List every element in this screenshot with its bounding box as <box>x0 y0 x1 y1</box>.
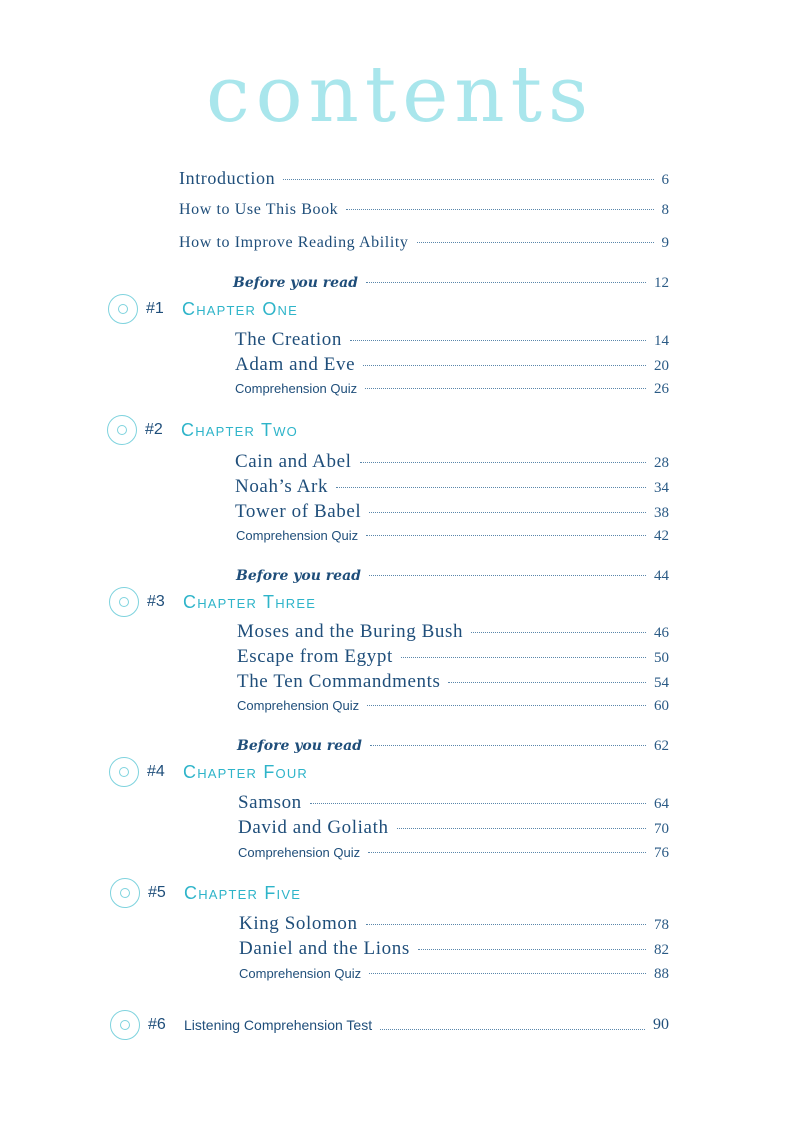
entry-page: 28 <box>654 455 669 471</box>
dot-leader <box>367 705 646 706</box>
toc-entry-introduction[interactable] <box>179 168 669 189</box>
entry-page: 78 <box>654 917 669 933</box>
dot-leader <box>369 512 646 513</box>
dot-leader <box>418 949 646 950</box>
entry-label: Comprehension Quiz <box>237 698 360 713</box>
dot-leader <box>365 388 646 389</box>
entry-label: How to Use This Book <box>179 201 339 218</box>
chapter-heading-2[interactable] <box>107 415 298 445</box>
entry-label: Samson <box>238 792 302 813</box>
entry-page: 44 <box>654 568 669 584</box>
entry-page: 76 <box>654 845 669 861</box>
dot-leader <box>448 682 646 683</box>
dot-leader <box>369 973 646 974</box>
dot-leader <box>360 462 646 463</box>
entry-page: 38 <box>654 505 669 521</box>
entry-label: Before you read <box>237 738 362 754</box>
entry-label: The Ten Commandments <box>237 671 441 692</box>
toc-entry[interactable] <box>237 621 669 643</box>
page-title: contents <box>206 50 594 140</box>
dot-leader <box>368 852 646 853</box>
entry-label: The Creation <box>235 329 342 350</box>
entry-page: 6 <box>661 172 669 188</box>
dot-leader <box>350 340 646 341</box>
toc-entry[interactable] <box>238 845 669 862</box>
toc-entry[interactable] <box>235 451 669 473</box>
chapter-number: #4 <box>147 763 165 780</box>
entry-page: 12 <box>654 275 669 291</box>
chapter-number: #5 <box>148 884 166 901</box>
chapter-number: #2 <box>145 421 163 438</box>
dot-leader <box>471 632 646 633</box>
audio-disc-icon[interactable] <box>110 878 140 908</box>
entry-label: Tower of Babel <box>235 501 362 522</box>
entry-page: 60 <box>654 698 669 714</box>
entry-page: 90 <box>653 1016 669 1033</box>
audio-disc-icon[interactable] <box>107 415 137 445</box>
entry-label: Moses and the Buring Bush <box>237 621 464 642</box>
chapter-heading-5[interactable] <box>110 878 301 908</box>
chapter-title: Chapter Five <box>184 882 302 903</box>
toc-entry-before-you-read[interactable] <box>236 568 669 585</box>
chapter-title: Chapter Two <box>181 419 298 440</box>
dot-leader <box>336 487 646 488</box>
entry-page: 54 <box>654 675 669 691</box>
toc-entry[interactable] <box>237 698 669 715</box>
entry-page: 88 <box>654 966 669 982</box>
toc-entry[interactable] <box>237 646 669 668</box>
entry-page: 14 <box>654 333 669 349</box>
entry-page: 62 <box>654 738 669 754</box>
chapter-number: #3 <box>147 593 165 610</box>
dot-leader <box>417 242 654 243</box>
entry-page: 26 <box>654 381 669 397</box>
entry-page: 70 <box>654 821 669 837</box>
entry-page: 34 <box>654 480 669 496</box>
entry-label: Before you read <box>236 568 361 584</box>
dot-leader <box>363 365 646 366</box>
toc-entry[interactable] <box>237 671 669 693</box>
toc-entry[interactable] <box>239 913 669 935</box>
entry-page: 20 <box>654 358 669 374</box>
entry-page: 42 <box>654 528 669 544</box>
entry-page: 9 <box>661 235 669 251</box>
entry-page: 8 <box>661 202 669 218</box>
toc-entry[interactable] <box>235 476 669 498</box>
toc-entry[interactable] <box>239 938 669 960</box>
dot-leader <box>310 803 646 804</box>
audio-disc-icon[interactable] <box>109 587 139 617</box>
toc-entry-improve-reading[interactable] <box>179 234 669 252</box>
toc-entry[interactable] <box>236 528 669 545</box>
listening-test-entry[interactable] <box>110 1010 669 1040</box>
entry-label: Comprehension Quiz <box>235 381 358 396</box>
entry-label: Adam and Eve <box>235 354 356 375</box>
dot-leader <box>397 828 646 829</box>
entry-label: Daniel and the Lions <box>239 938 410 959</box>
audio-disc-icon[interactable] <box>109 757 139 787</box>
toc-entry-how-to-use[interactable] <box>179 201 669 219</box>
entry-label: David and Goliath <box>238 817 389 838</box>
entry-label: How to Improve Reading Ability <box>179 234 409 251</box>
chapter-heading-3[interactable] <box>109 587 316 617</box>
dot-leader <box>369 575 646 576</box>
dot-leader <box>366 535 646 536</box>
toc-entry[interactable] <box>235 329 669 351</box>
chapter-heading-1[interactable] <box>108 294 298 324</box>
entry-label: Noah’s Ark <box>235 476 329 497</box>
toc-entry[interactable] <box>239 966 669 983</box>
dot-leader <box>366 282 646 283</box>
entry-page: 46 <box>654 625 669 641</box>
toc-entry[interactable] <box>235 501 669 523</box>
toc-entry-before-you-read[interactable] <box>233 275 669 292</box>
chapter-number: #1 <box>146 300 164 317</box>
dot-leader <box>283 179 653 180</box>
audio-disc-icon[interactable] <box>110 1010 140 1040</box>
dot-leader <box>346 209 653 210</box>
dot-leader <box>370 745 646 746</box>
toc-entry[interactable] <box>235 354 669 376</box>
entry-label: Comprehension Quiz <box>239 966 362 981</box>
entry-label: Comprehension Quiz <box>238 845 361 860</box>
entry-label: Cain and Abel <box>235 451 352 472</box>
chapter-title: Chapter Three <box>183 591 317 612</box>
dot-leader <box>401 657 646 658</box>
dot-leader <box>380 1029 645 1030</box>
dot-leader <box>366 924 646 925</box>
chapter-title: Chapter Four <box>183 761 309 782</box>
chapter-title: Chapter One <box>182 298 298 319</box>
entry-label: Listening Comprehension Test <box>184 1017 373 1033</box>
chapter-heading-4[interactable] <box>109 757 308 787</box>
toc-entry[interactable] <box>238 817 669 839</box>
entry-label: King Solomon <box>239 913 358 934</box>
entry-label: Escape from Egypt <box>237 646 393 667</box>
entry-page: 50 <box>654 650 669 666</box>
entry-label: Comprehension Quiz <box>236 528 359 543</box>
entry-label: Before you read <box>233 275 358 291</box>
toc-entry[interactable] <box>235 381 669 398</box>
toc-entry[interactable] <box>238 792 669 814</box>
audio-disc-icon[interactable] <box>108 294 138 324</box>
toc-entry-before-you-read[interactable] <box>237 738 669 755</box>
entry-label: Introduction <box>179 168 276 188</box>
chapter-number: #6 <box>148 1016 166 1033</box>
entry-page: 82 <box>654 942 669 958</box>
entry-page: 64 <box>654 796 669 812</box>
